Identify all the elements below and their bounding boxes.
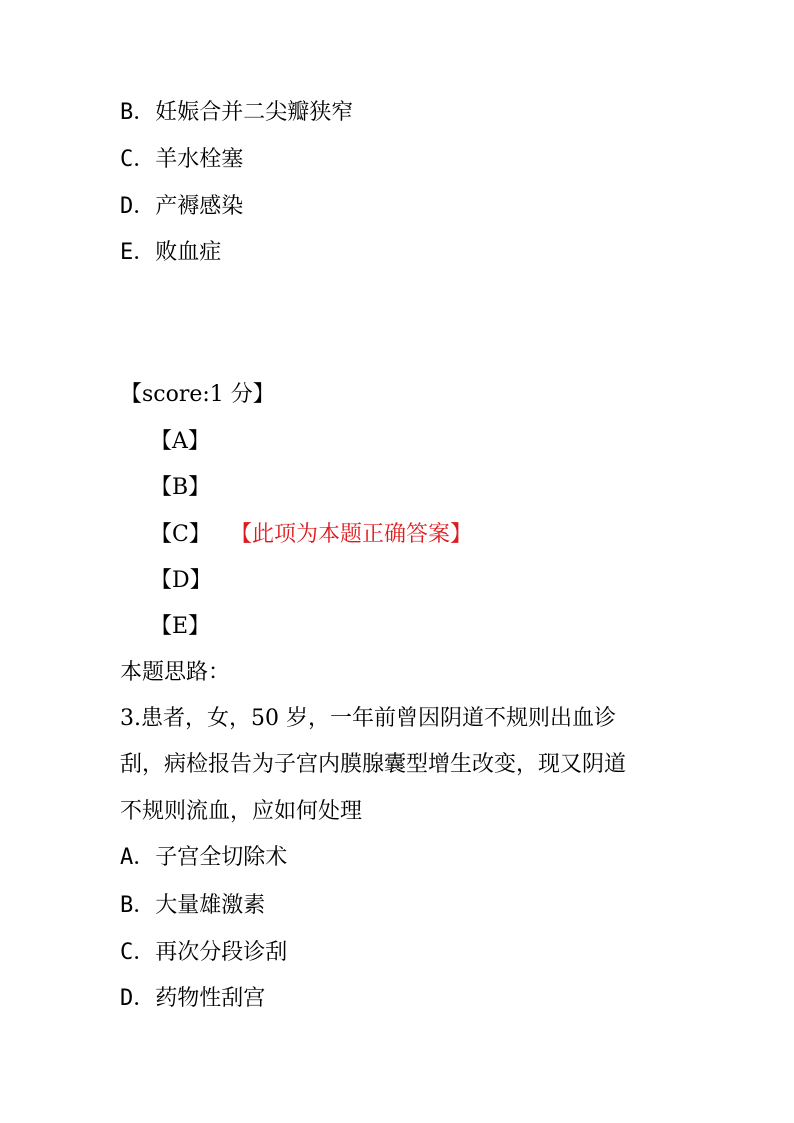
answer-choice-e: 【E】 xyxy=(150,614,211,639)
option-letter: E． xyxy=(120,240,156,265)
q3-option-c xyxy=(120,938,287,968)
score-label: 【score:1 分】 xyxy=(120,382,275,407)
answer-choice-c: 【C】 xyxy=(150,522,211,547)
question-3-line-1: 3.患者，女，50 岁，一年前曾因阴道不规则出血诊 xyxy=(120,706,616,731)
option-letter: A． xyxy=(120,845,156,870)
option-text: 败血症 xyxy=(155,240,222,265)
option-text: 大量雄激素 xyxy=(155,893,266,918)
option-text: 羊水栓塞 xyxy=(155,147,244,172)
option-letter: B． xyxy=(120,100,156,125)
question-3-line-2: 刮，病检报告为子宫内膜腺囊型增生改变，现又阴道 xyxy=(120,752,627,777)
option-letter: D． xyxy=(120,194,156,219)
answer-choice-a: 【A】 xyxy=(150,429,210,454)
analysis-label: 本题思路： xyxy=(120,660,231,685)
option-text: 产褥感染 xyxy=(155,194,244,219)
option-letter: C． xyxy=(120,147,156,172)
option-text: 妊娠合并二尖瓣狭窄 xyxy=(155,100,354,125)
option-letter: B． xyxy=(120,893,156,918)
option-text: 子宫全切除术 xyxy=(155,845,288,870)
correct-answer-note: 【此项为本题正确答案】 xyxy=(230,522,473,547)
question-3-line-3: 不规则流血，应如何处理 xyxy=(120,799,363,824)
q3-option-d xyxy=(120,984,265,1014)
option-c xyxy=(120,145,243,175)
option-letter: C． xyxy=(120,940,156,965)
option-letter: D． xyxy=(120,986,156,1011)
option-e xyxy=(120,238,221,268)
answer-choice-b: 【B】 xyxy=(150,475,211,500)
option-text: 再次分段诊刮 xyxy=(155,940,288,965)
option-d xyxy=(120,192,243,222)
option-b xyxy=(120,98,353,128)
answer-choice-d: 【D】 xyxy=(150,568,212,593)
q3-option-a xyxy=(120,843,287,873)
q3-option-b xyxy=(120,891,265,921)
option-text: 药物性刮宫 xyxy=(155,986,266,1011)
